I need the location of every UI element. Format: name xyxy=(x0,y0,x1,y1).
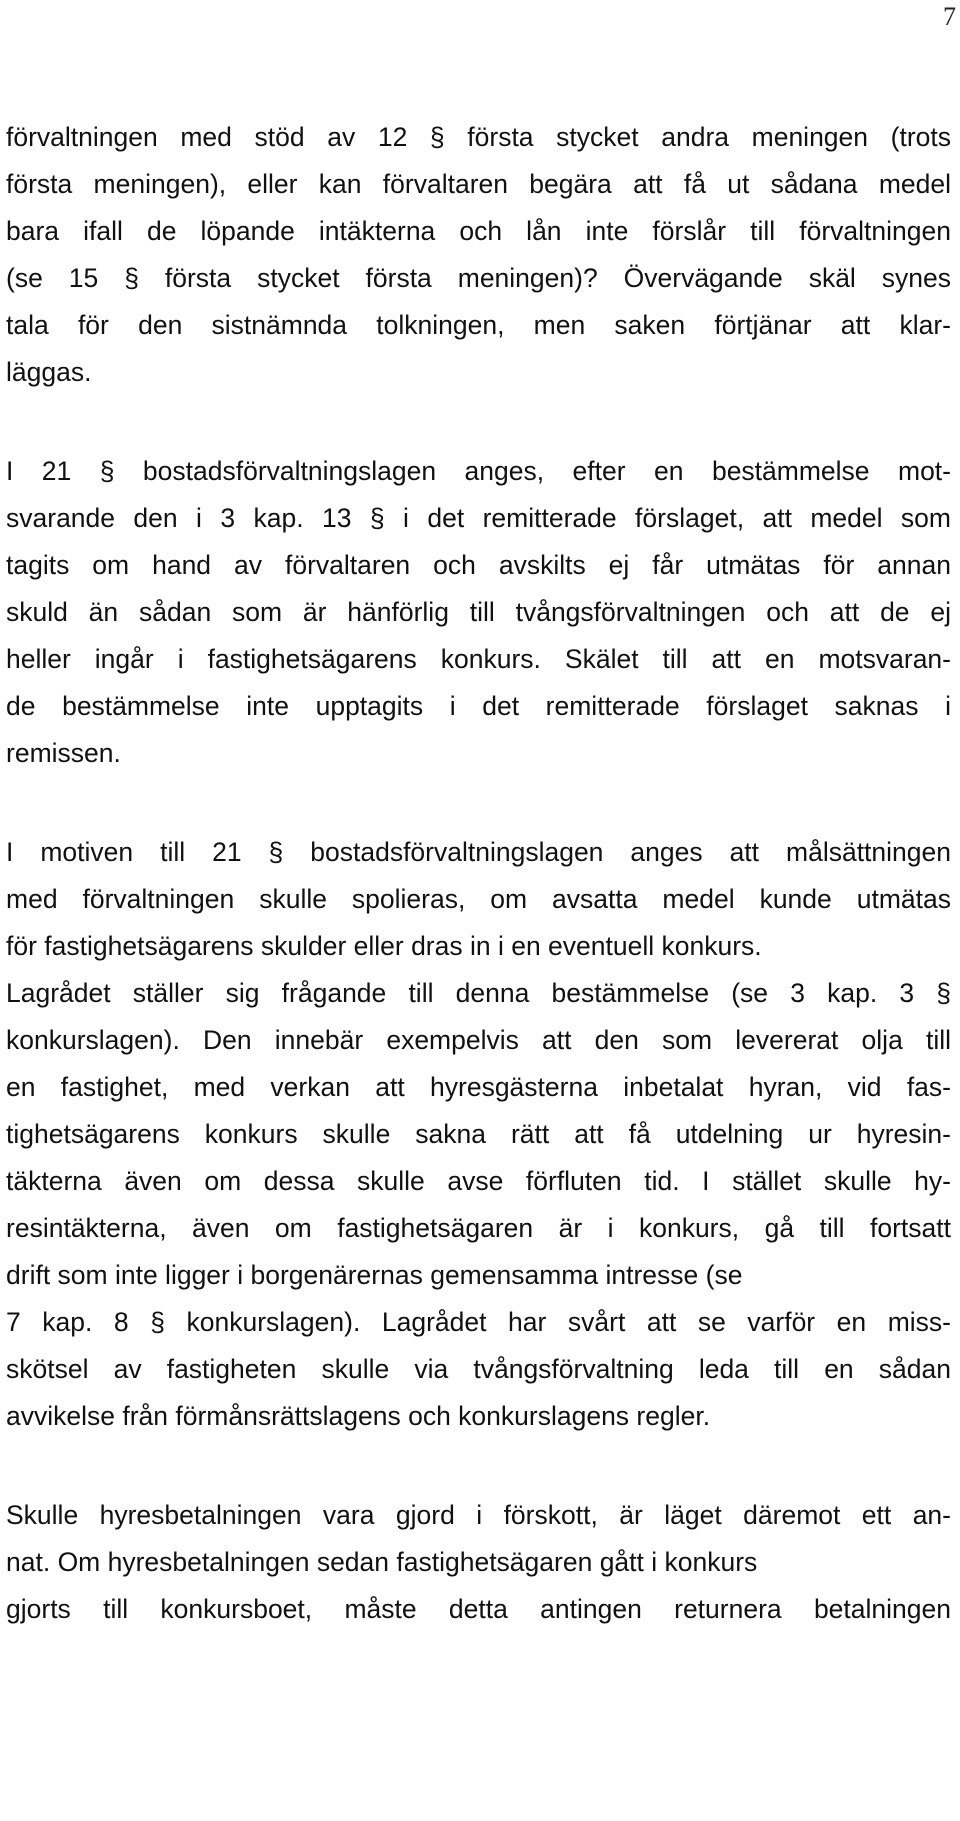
text-line: Lagrådet ställer sig frågande till denna bestämmelse (se 3 kap. 3 § xyxy=(6,978,951,1008)
text-line: tagits om hand av förvaltaren och avskilts ej får utmätas för annan xyxy=(6,550,951,580)
text-line: tala för den sistnämnda tolkningen, men saken förtjänar att klar- xyxy=(6,310,951,340)
text-line: konkurslagen). Den innebär exempelvis att den som levererat olja till xyxy=(6,1025,951,1055)
text-line: (se 15 § första stycket första meningen)? Övervägande skäl synes xyxy=(6,263,951,293)
text-line: skötsel av fastigheten skulle via tvångsförvaltning leda till en sådan xyxy=(6,1354,951,1384)
paragraph-3 xyxy=(6,829,951,1440)
text-line: heller ingår i fastighetsägarens konkurs. Skälet till att en motsvaran- xyxy=(6,644,951,674)
text-line: täkterna även om dessa skulle avse förfluten tid. I stället skulle hy- xyxy=(6,1166,951,1196)
text-line: avvikelse från förmånsrättslagens och konkurslagens regler. xyxy=(6,1401,711,1431)
page-number: 7 xyxy=(943,2,956,31)
text-line: drift som inte ligger i borgenärernas gemensamma intresse (se xyxy=(6,1260,743,1290)
text-line: Skulle hyresbetalningen vara gjord i förskott, är läget däremot ett an- xyxy=(6,1500,951,1530)
text-line: remissen. xyxy=(6,738,121,768)
text-line: de bestämmelse inte upptagits i det remitterade förslaget saknas i xyxy=(6,691,951,721)
text-line: med förvaltningen skulle spolieras, om avsatta medel kunde utmätas xyxy=(6,884,951,914)
paragraph-2 xyxy=(6,448,951,777)
text-line: svarande den i 3 kap. 13 § i det remitterade förslaget, att medel som xyxy=(6,503,951,533)
text-line: I 21 § bostadsförvaltningslagen anges, efter en bestämmelse mot- xyxy=(6,456,951,486)
text-line: 7 kap. 8 § konkurslagen). Lagrådet har svårt att se varför en miss- xyxy=(6,1307,951,1337)
text-line: förvaltningen med stöd av 12 § första stycket andra meningen (trots xyxy=(6,122,951,152)
text-line: nat. Om hyresbetalningen sedan fastighetsägaren gått i konkurs xyxy=(6,1547,758,1577)
paragraph-4 xyxy=(6,1492,951,1633)
text-line: en fastighet, med verkan att hyresgästerna inbetalat hyran, vid fas- xyxy=(6,1072,951,1102)
text-line: tighetsägarens konkurs skulle sakna rätt att få utdelning ur hyresin- xyxy=(6,1119,951,1149)
text-line: för fastighetsägarens skulder eller dras in i en eventuell konkurs. xyxy=(6,931,762,961)
text-line: gjorts till konkursboet, måste detta antingen returnera betalningen xyxy=(6,1594,951,1624)
document-body xyxy=(6,114,951,1633)
text-line: läggas. xyxy=(6,357,92,387)
text-line: skuld än sådan som är hänförlig till tvångsförvaltningen och att de ej xyxy=(6,597,951,627)
text-line: första meningen), eller kan förvaltaren begära att få ut sådana medel xyxy=(6,169,951,199)
paragraph-1 xyxy=(6,114,951,396)
text-line: resintäkterna, även om fastighetsägaren är i konkurs, gå till fortsatt xyxy=(6,1213,951,1243)
text-line: bara ifall de löpande intäkterna och lån inte förslår till förvaltningen xyxy=(6,216,951,246)
text-line: I motiven till 21 § bostadsförvaltningslagen anges att målsättningen xyxy=(6,837,951,867)
